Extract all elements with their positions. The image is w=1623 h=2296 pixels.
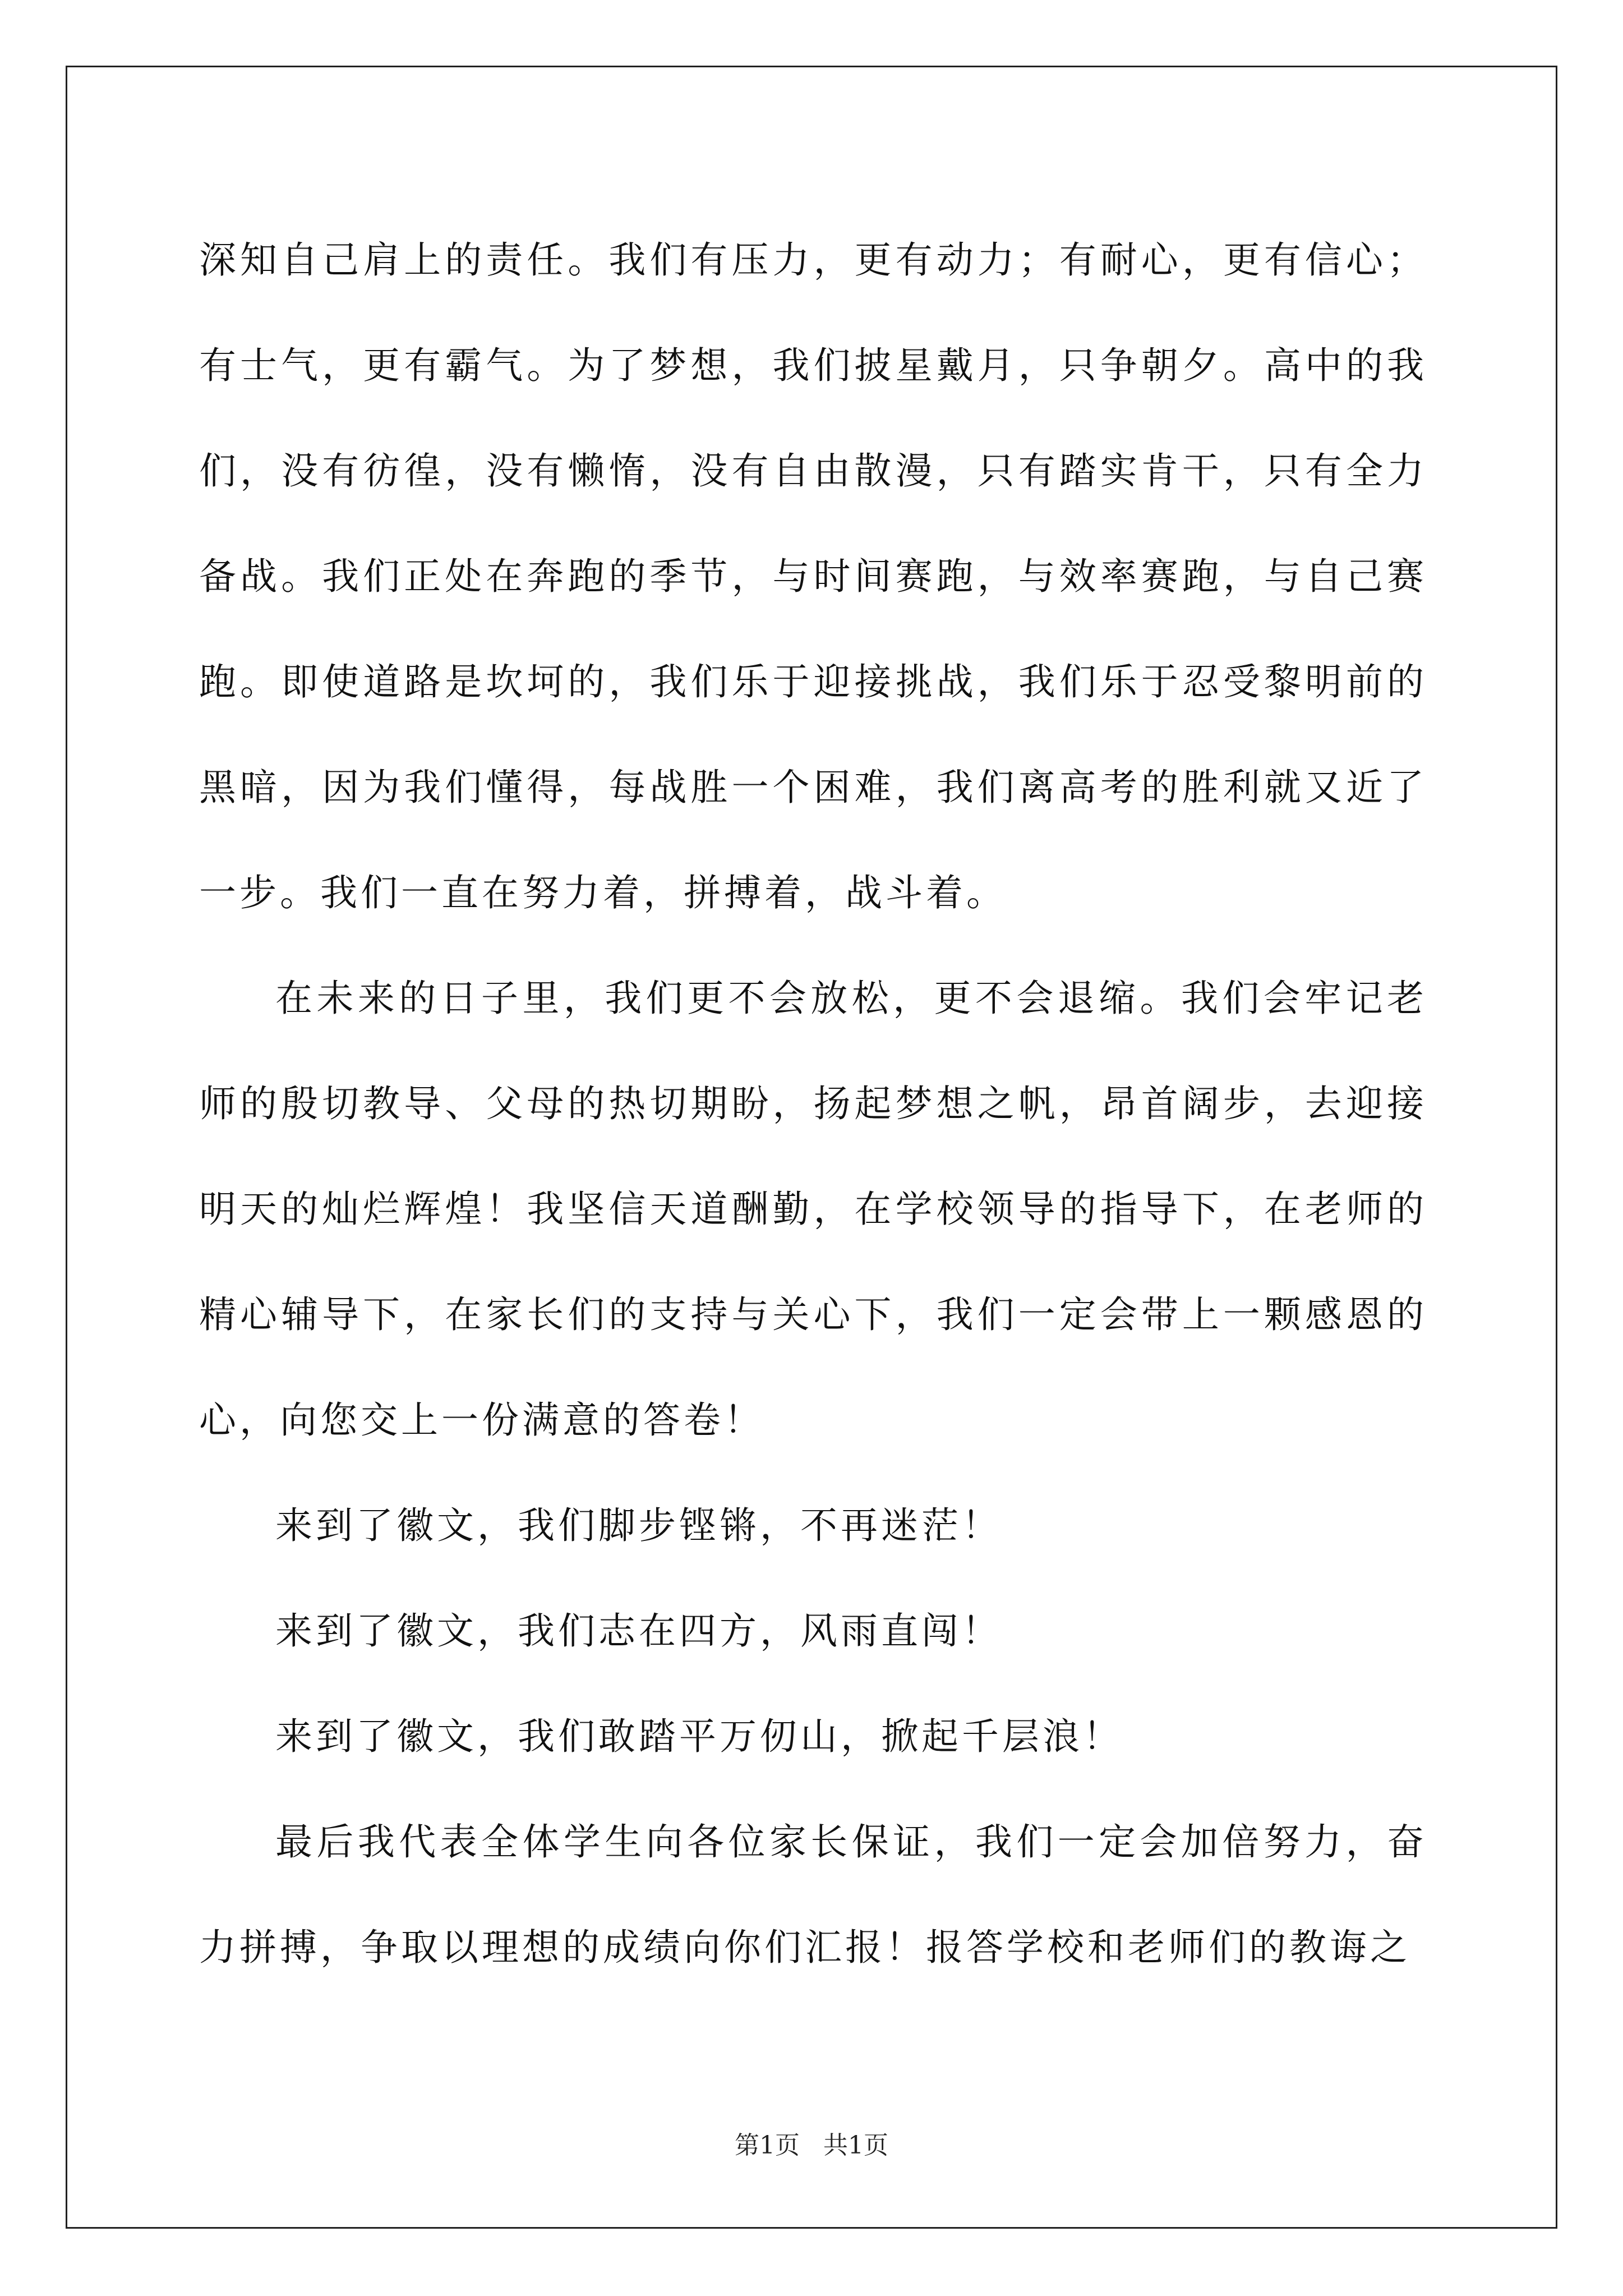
page-footer — [0, 2129, 1623, 2162]
page-number-current: 第1页 — [735, 2131, 800, 2160]
paragraph-6: 最后我代表全体学生向各位家长保证，我们一定会加倍努力，奋力拼搏，争取以理想的成绩向你们汇报！报答学校和老师们的教诲之 — [199, 1820, 1427, 1969]
paragraph-3: 来到了徽文，我们脚步铿锵，不再迷茫！ — [275, 1504, 1002, 1547]
document-body — [199, 208, 1427, 2000]
paragraph-4: 来到了徽文，我们志在四方，风雨直闯！ — [275, 1609, 1002, 1653]
page-number-total: 共1页 — [823, 2131, 888, 2160]
paragraph-1: 深知自己肩上的责任。我们有压力，更有动力；有耐心，更有信心；有士气，更有霸气。为了梦想，我们披星戴月，只争朝夕。高中的我们，没有彷徨，没有懒惰，没有自由散漫，只有踏实肯干，只有全力备战。我们正处在奔跑的季节，与时间赛跑，与效率赛跑，与自己赛跑。即使道路是坎坷的，我们乐于迎接挑战，我们乐于忍受黎明前的黑暗，因为我们懂得，每战胜一个困难，我们离高考的胜利就又近了一步。我们一直在努力着，拼搏着，战斗着。 — [199, 238, 1427, 914]
paragraph-2: 在未来的日子里，我们更不会放松，更不会退缩。我们会牢记老师的殷切教导、父母的热切期盼，扬起梦想之帆，昂首阔步，去迎接明天的灿烂辉煌！我坚信天道酬勤，在学校领导的指导下，在老师的精心辅导下，在家长们的支持与关心下，我们一定会带上一颗感恩的心，向您交上一份满意的答卷！ — [199, 977, 1427, 1442]
paragraph-5: 来到了徽文，我们敢踏平万仞山，掀起千层浪！ — [275, 1715, 1123, 1758]
